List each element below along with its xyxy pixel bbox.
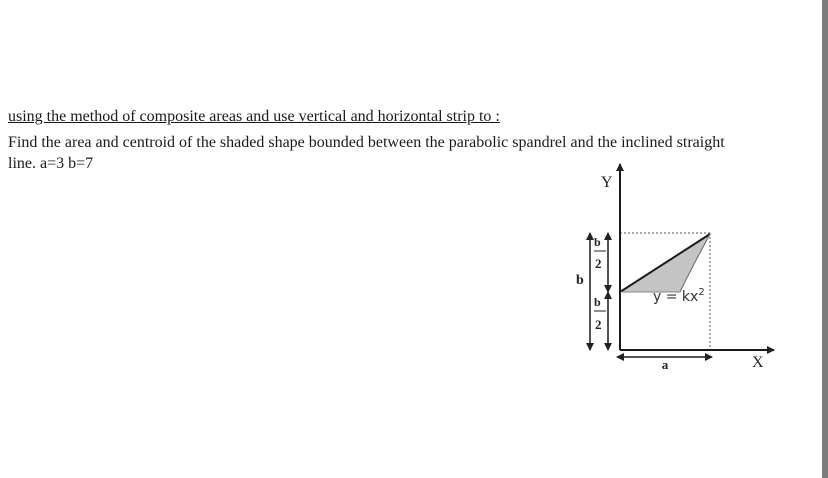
- upper-half-b-numerator: b: [594, 235, 601, 249]
- lower-half-b-numerator: b: [594, 295, 601, 309]
- problem-line-1: Find the area and centroid of the shaded shape bounded between the parabolic spandrel and the inclined straight: [8, 134, 725, 151]
- lower-half-b-denominator: 2: [595, 317, 602, 332]
- curve-equation-exponent: 2: [698, 287, 705, 298]
- problem-line-2: line. a=3 b=7: [8, 155, 94, 172]
- dim-a-label: a: [661, 357, 669, 372]
- heading-instruction: using the method of composite areas and use vertical and horizontal strip to :: [8, 108, 500, 125]
- upper-half-b-denominator: 2: [595, 256, 602, 271]
- y-axis-label: Y: [601, 174, 613, 191]
- curve-equation-label: [653, 287, 705, 305]
- x-axis-label: X: [752, 354, 764, 371]
- scrollbar[interactable]: [822, 0, 828, 478]
- dim-b-label: b: [576, 273, 584, 288]
- spandrel-figure: [560, 160, 790, 375]
- curve-equation-base: y = kx: [653, 289, 699, 305]
